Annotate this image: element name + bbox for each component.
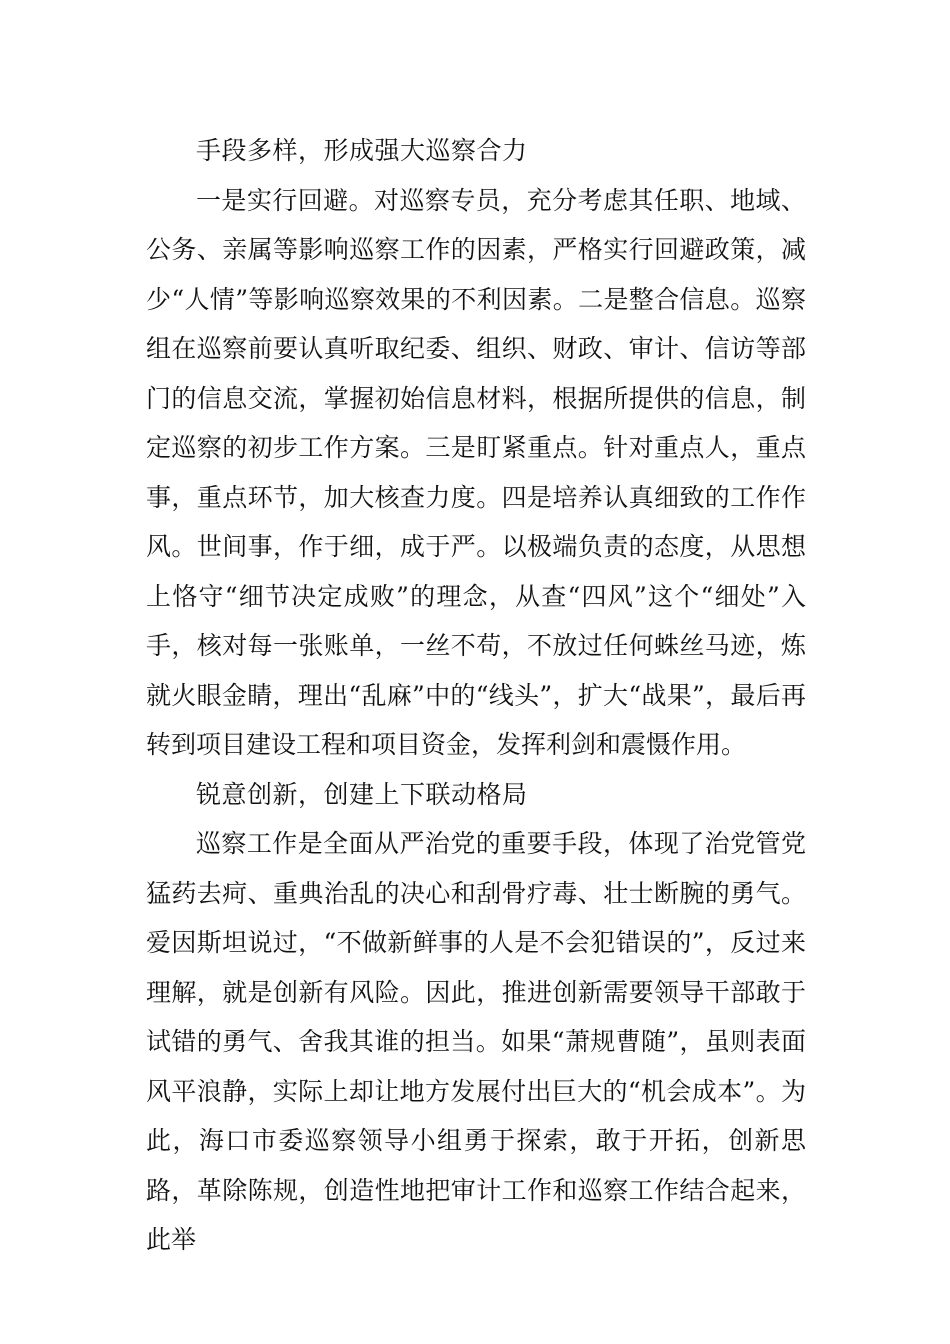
document-body — [146, 126, 806, 1265]
body-paragraph-1: 一是实行回避。对巡察专员，充分考虑其任职、地域、公务、亲属等影响巡察工作的因素，严格实行回避政策，减少“人情”等影响巡察效果的不利因素。二是整合信息。巡察组在巡察前要认真听取纪委、组织、财政、审计、信访等部门的信息交流，掌握初始信息材料，根据所提供的信息，制定巡察的初步工作方案。三是盯紧重点。针对重点人，重点事，重点环节，加大核查力度。四是培养认真细致的工作作风。世间事，作于细，成于严。以极端负责的态度，从思想上恪守“细节决定成败”的理念，从查“四风”这个“细处”入手，核对每一张账单，一丝不苟，不放过任何蛛丝马迹，炼就火眼金睛，理出“乱麻”中的“线头”，扩大“战果”，最后再转到项目建设工程和项目资金，发挥利剑和震慑作用。 — [146, 185, 806, 759]
section-heading-2: 锐意创新，创建上下联动格局 — [196, 779, 528, 809]
body-paragraph-2: 巡察工作是全面从严治党的重要手段，体现了治党管党猛药去疴、重典治乱的决心和刮骨疗毒、壮士断腕的勇气。爱因斯坦说过，“不做新鲜事的人是不会犯错误的”，反过来理解，就是创新有风险。因此，推进创新需要领导干部敢于试错的勇气、舍我其谁的担当。如果“萧规曹随”，虽则表面风平浪静，实际上却让地方发展付出巨大的“机会成本”。为此，海口市委巡察领导小组勇于探索，敢于开拓，创新思路，革除陈规，创造性地把审计工作和巡察工作结合起来，此举 — [146, 829, 806, 1254]
section-heading-1: 手段多样，形成强大巡察合力 — [196, 136, 528, 165]
